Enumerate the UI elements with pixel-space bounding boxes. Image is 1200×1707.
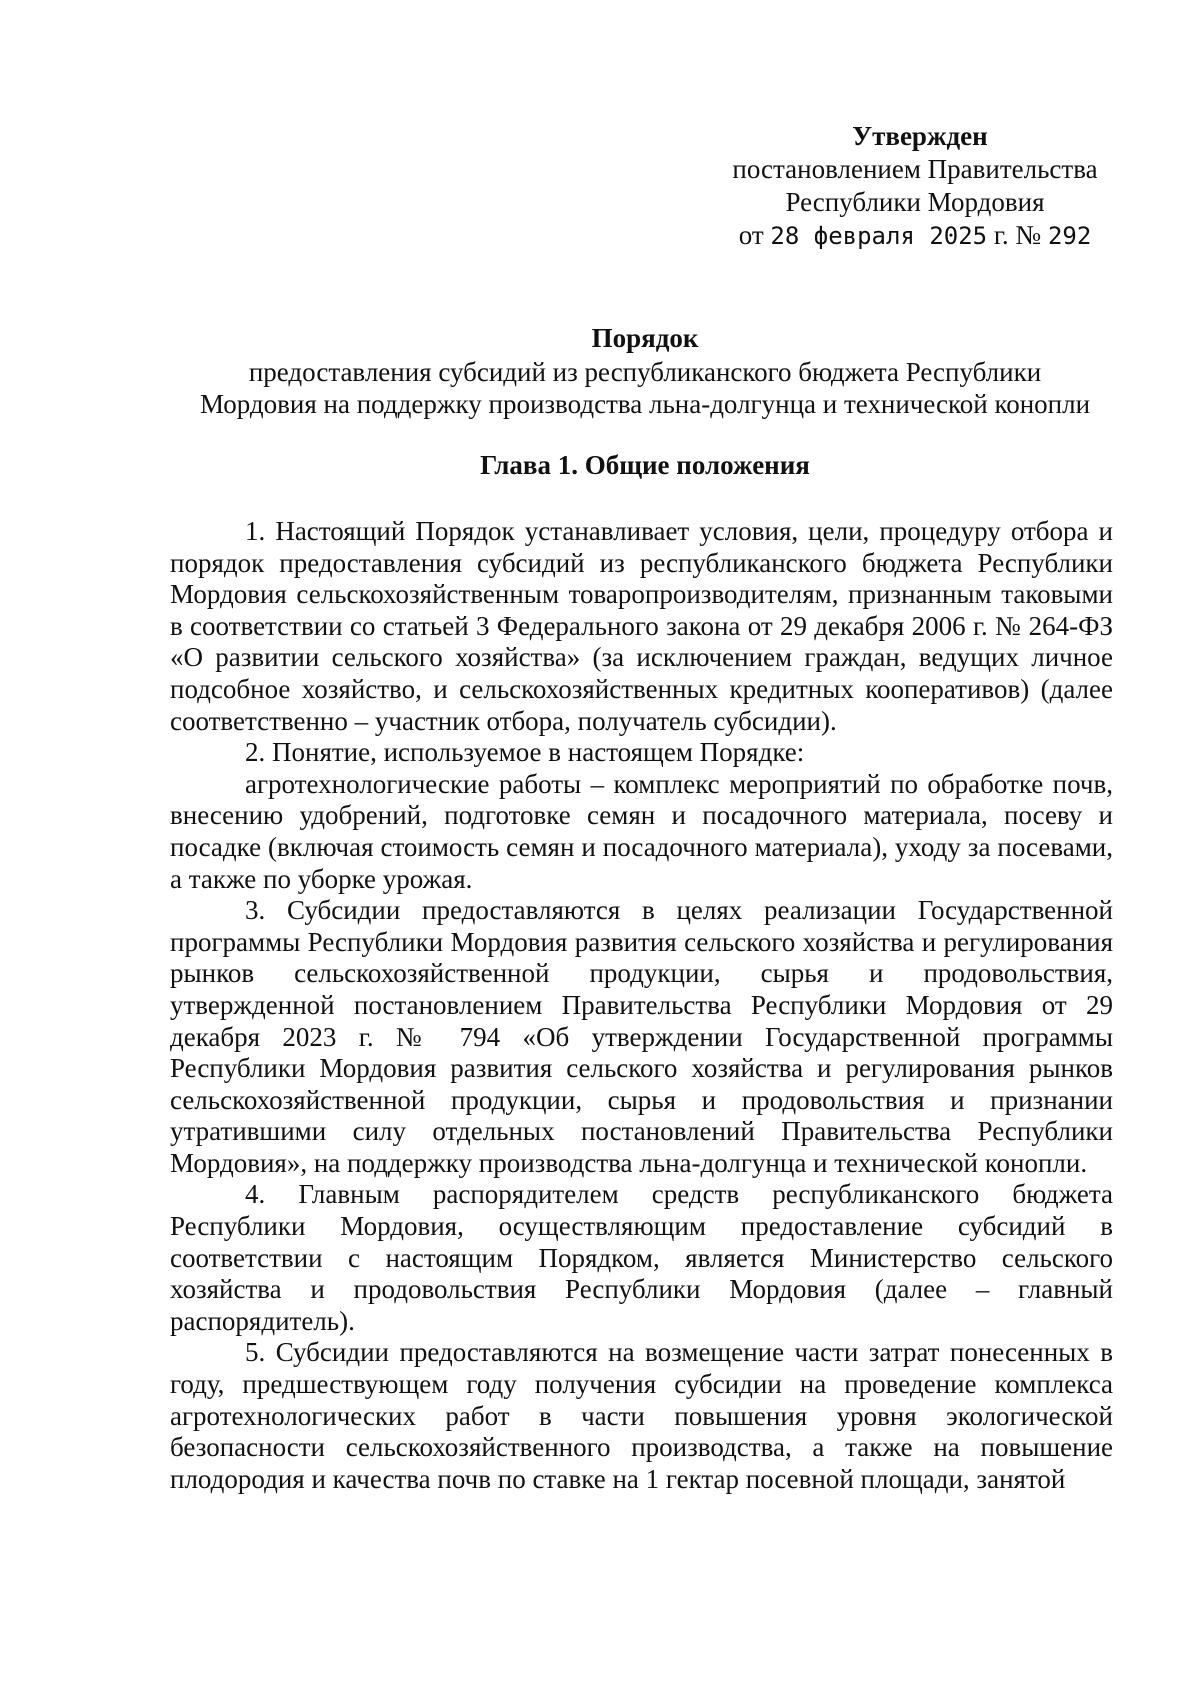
paragraph-3: 3. Субсидии предоставляются в целях реализации Государственной программы Республики Мордовия развития сельского хозяйства и регулирования рынков сельскохозяйственной продукции, сырья и продовольствия, утвержденной постановлением Правительства Республики Мордовия от 29 декабря 2023 г. № 794 «Об утверждении Государственной программы Республики Мордовия развития сельского хозяйства и регулирования рынков сельскохозяйственной продукции, сырья и продовольствия и признании утратившими силу отдельных постановлений Правительства Республики Мордовия», на поддержку производства льна-долгунца и технической конопли. <box>170 895 1113 1178</box>
approval-date-line <box>715 219 1115 253</box>
approval-number: 292 <box>1047 222 1092 250</box>
document-title: Порядок <box>591 323 699 353</box>
paragraph-4: 4. Главным распорядителем средств республиканского бюджета Республики Мордовия, осуществляющим предоставление субсидий в соответствии с настоящим Порядком, является Министерство сельского хозяйства и продовольствия Республики Мордовия (далее – главный распорядитель). <box>170 1179 1113 1336</box>
approval-title: Утвержден <box>852 121 988 151</box>
paragraph-2-definition: агротехнологические работы – комплекс мероприятий по обработке почв, внесению удобрений, подготовке семян и посадочного материала, посеву и посадке (включая стоимость семян и посадочного материала), уходу за посевами, а также по уборке урожая. <box>170 768 1113 894</box>
approval-date-prefix: от <box>738 220 764 250</box>
chapter-heading: Глава 1. Общие положения <box>480 450 810 480</box>
approval-line-1: постановлением Правительства <box>732 154 1098 184</box>
approval-number-label: г. № <box>993 220 1042 250</box>
paragraph-5: 5. Субсидии предоставляются на возмещение части затрат понесенных в году, предшествующем году получения субсидии на проведение комплекса агротехнологических работ в части повышения уровня экологической безопасности сельскохозяйственного производства, а также на повышение плодородия и качества почв по ставке на 1 гектар посевной площади, занятой <box>170 1337 1113 1494</box>
document-heading <box>170 322 1120 420</box>
approval-date: 28 февраля 2025 <box>770 222 988 250</box>
approval-line-2: Республики Мордовия <box>785 187 1045 217</box>
document-subtitle-line-1: предоставления субсидий из республиканского бюджета Республики <box>248 357 1042 387</box>
document-body <box>170 516 1113 1495</box>
document-subtitle-line-2: Мордовия на поддержку производства льна-долгунца и технической конопли <box>199 389 1091 419</box>
paragraph-2: 2. Понятие, используемое в настоящем Порядке: <box>245 737 805 768</box>
paragraph-1: 1. Настоящий Порядок устанавливает условия, цели, процедуру отбора и порядок предоставления субсидий из республиканского бюджета Республики Мордовия сельскохозяйственным товаропроизводителям, признанным таковыми в соответствии со статьей 3 Федерального закона от 29 декабря 2006 г. № 264-ФЗ «О развитии сельского хозяйства» (за исключением граждан, ведущих личное подсобное хозяйство, и сельскохозяйственных кредитных кооперативов) (далее соответственно – участник отбора, получатель субсидии). <box>170 516 1113 736</box>
approval-stamp <box>715 120 1115 253</box>
